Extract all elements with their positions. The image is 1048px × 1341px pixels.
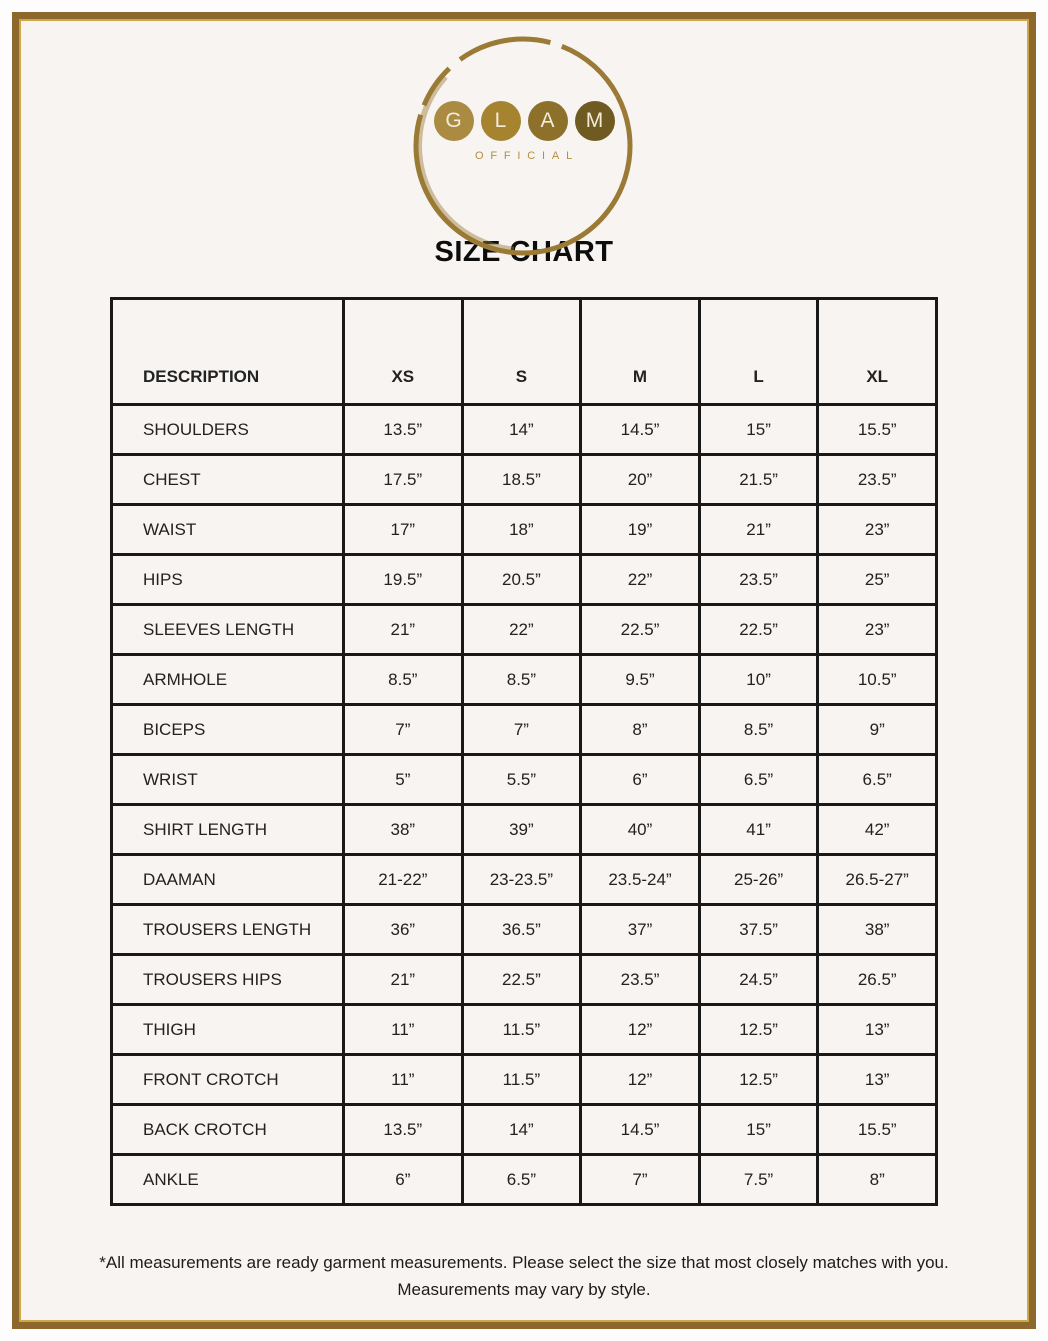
size-value-cell: 26.5” [818, 955, 937, 1005]
gold-frame [12, 12, 1036, 1329]
size-value-cell: 14.5” [581, 1105, 700, 1155]
size-value-cell: 7” [462, 705, 581, 755]
size-value-cell: 40” [581, 805, 700, 855]
size-value-cell: 24.5” [699, 955, 818, 1005]
size-value-cell: 14.5” [581, 405, 700, 455]
size-value-cell: 18” [462, 505, 581, 555]
logo-letter-circle: L [481, 101, 521, 141]
size-value-cell: 22” [581, 555, 700, 605]
size-value-cell: 17” [344, 505, 463, 555]
row-label: BACK CROTCH [112, 1105, 344, 1155]
size-value-cell: 20.5” [462, 555, 581, 605]
size-value-cell: 9.5” [581, 655, 700, 705]
size-value-cell: 36.5” [462, 905, 581, 955]
table-row [112, 805, 937, 855]
logo-letter-circle: G [434, 101, 474, 141]
table-row [112, 855, 937, 905]
size-value-cell: 25-26” [699, 855, 818, 905]
size-value-cell: 15.5” [818, 405, 937, 455]
size-value-cell: 5.5” [462, 755, 581, 805]
row-label: CHEST [112, 455, 344, 505]
size-value-cell: 5” [344, 755, 463, 805]
table-row [112, 405, 937, 455]
size-value-cell: 12.5” [699, 1055, 818, 1105]
size-value-cell: 23.5” [818, 455, 937, 505]
size-value-cell: 22.5” [699, 605, 818, 655]
table-row [112, 455, 937, 505]
size-value-cell: 36” [344, 905, 463, 955]
logo-letter-circle: M [575, 101, 615, 141]
row-label: WRIST [112, 755, 344, 805]
size-value-cell: 11.5” [462, 1055, 581, 1105]
row-label: DAAMAN [112, 855, 344, 905]
size-value-cell: 22” [462, 605, 581, 655]
logo-letters [434, 101, 615, 141]
size-value-cell: 6” [344, 1155, 463, 1205]
size-value-cell: 6.5” [462, 1155, 581, 1205]
table-row [112, 505, 937, 555]
size-value-cell: 23.5” [699, 555, 818, 605]
row-label: SLEEVES LENGTH [112, 605, 344, 655]
size-value-cell: 14” [462, 1105, 581, 1155]
size-value-cell: 17.5” [344, 455, 463, 505]
column-header: DESCRIPTION [112, 299, 344, 405]
size-value-cell: 22.5” [462, 955, 581, 1005]
size-value-cell: 23.5-24” [581, 855, 700, 905]
size-value-cell: 7.5” [699, 1155, 818, 1205]
table-row [112, 655, 937, 705]
table-row [112, 1105, 937, 1155]
size-value-cell: 15” [699, 405, 818, 455]
size-value-cell: 38” [344, 805, 463, 855]
size-value-cell: 23” [818, 505, 937, 555]
footnote-line-1: *All measurements are ready garment measurements. Please select the size that most closely matches with you. [99, 1253, 949, 1273]
size-value-cell: 13” [818, 1055, 937, 1105]
table-row [112, 1005, 937, 1055]
brand-logo [404, 33, 644, 226]
table-row [112, 555, 937, 605]
size-value-cell: 12” [581, 1005, 700, 1055]
column-header: M [581, 299, 700, 405]
size-value-cell: 19” [581, 505, 700, 555]
size-value-cell: 23.5” [581, 955, 700, 1005]
size-value-cell: 37” [581, 905, 700, 955]
row-label: TROUSERS HIPS [112, 955, 344, 1005]
size-value-cell: 21” [699, 505, 818, 555]
size-value-cell: 14” [462, 405, 581, 455]
row-label: THIGH [112, 1005, 344, 1055]
row-label: HIPS [112, 555, 344, 605]
footnote [99, 1250, 948, 1303]
size-value-cell: 10.5” [818, 655, 937, 705]
size-table-header-row [112, 299, 937, 405]
row-label: FRONT CROTCH [112, 1055, 344, 1105]
column-header: XL [818, 299, 937, 405]
size-value-cell: 23-23.5” [462, 855, 581, 905]
size-value-cell: 8.5” [344, 655, 463, 705]
size-value-cell: 19.5” [344, 555, 463, 605]
size-value-cell: 39” [462, 805, 581, 855]
row-label: ANKLE [112, 1155, 344, 1205]
size-value-cell: 25” [818, 555, 937, 605]
size-value-cell: 18.5” [462, 455, 581, 505]
size-value-cell: 6.5” [818, 755, 937, 805]
size-value-cell: 8” [818, 1155, 937, 1205]
size-value-cell: 41” [699, 805, 818, 855]
column-header: L [699, 299, 818, 405]
page-title: SIZE CHART [434, 236, 614, 269]
logo-center [434, 101, 615, 162]
logo-subtitle: OFFICIAL [474, 150, 580, 163]
row-label: SHOULDERS [112, 405, 344, 455]
size-value-cell: 21.5” [699, 455, 818, 505]
size-table-body [112, 405, 937, 1205]
row-label: SHIRT LENGTH [112, 805, 344, 855]
column-header: XS [344, 299, 463, 405]
size-value-cell: 42” [818, 805, 937, 855]
table-row [112, 705, 937, 755]
size-value-cell: 8.5” [462, 655, 581, 705]
size-value-cell: 11” [344, 1055, 463, 1105]
table-row [112, 755, 937, 805]
row-label: ARMHOLE [112, 655, 344, 705]
size-value-cell: 21-22” [344, 855, 463, 905]
size-value-cell: 7” [581, 1155, 700, 1205]
size-value-cell: 23” [818, 605, 937, 655]
size-value-cell: 7” [344, 705, 463, 755]
table-row [112, 1055, 937, 1105]
table-row [112, 955, 937, 1005]
size-value-cell: 15.5” [818, 1105, 937, 1155]
size-value-cell: 38” [818, 905, 937, 955]
size-value-cell: 9” [818, 705, 937, 755]
row-label: BICEPS [112, 705, 344, 755]
size-value-cell: 12” [581, 1055, 700, 1105]
page-content [21, 21, 1027, 1320]
size-value-cell: 11” [344, 1005, 463, 1055]
logo-letter-circle: A [528, 101, 568, 141]
size-value-cell: 6” [581, 755, 700, 805]
size-value-cell: 21” [344, 955, 463, 1005]
column-header: S [462, 299, 581, 405]
size-value-cell: 8” [581, 705, 700, 755]
row-label: TROUSERS LENGTH [112, 905, 344, 955]
size-value-cell: 20” [581, 455, 700, 505]
size-value-cell: 12.5” [699, 1005, 818, 1055]
size-value-cell: 13.5” [344, 405, 463, 455]
size-value-cell: 10” [699, 655, 818, 705]
size-value-cell: 37.5” [699, 905, 818, 955]
footnote-line-2: Measurements may vary by style. [397, 1279, 651, 1299]
size-value-cell: 6.5” [699, 755, 818, 805]
size-value-cell: 26.5-27” [818, 855, 937, 905]
table-row [112, 905, 937, 955]
size-value-cell: 13.5” [344, 1105, 463, 1155]
size-table [110, 297, 938, 1206]
size-value-cell: 11.5” [462, 1005, 581, 1055]
size-value-cell: 22.5” [581, 605, 700, 655]
size-value-cell: 13” [818, 1005, 937, 1055]
size-value-cell: 8.5” [699, 705, 818, 755]
table-row [112, 1155, 937, 1205]
size-value-cell: 15” [699, 1105, 818, 1155]
size-value-cell: 21” [344, 605, 463, 655]
row-label: WAIST [112, 505, 344, 555]
table-row [112, 605, 937, 655]
